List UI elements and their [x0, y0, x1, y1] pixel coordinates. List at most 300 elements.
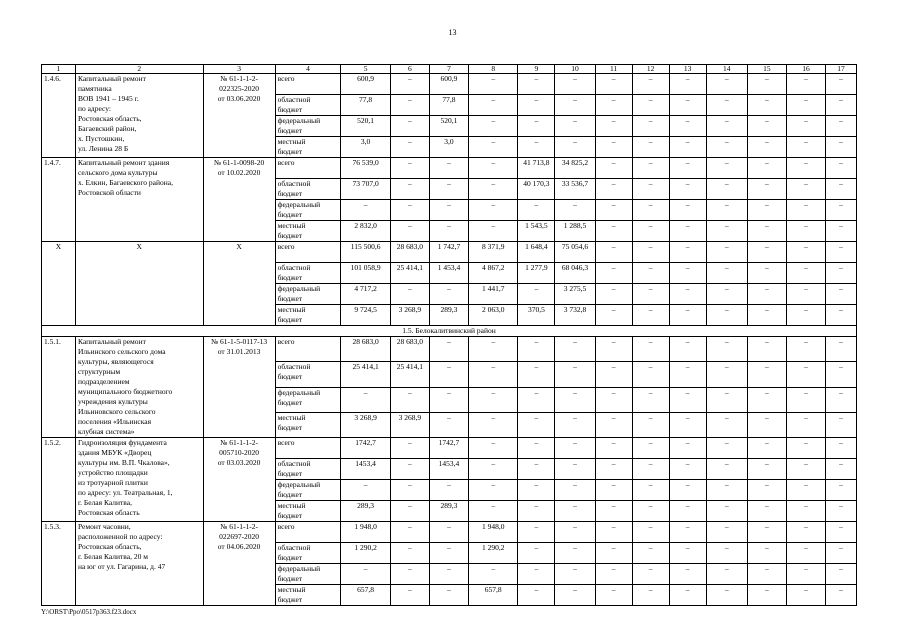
value-cell: 4 867,2 — [469, 263, 518, 284]
object-name-cell: Ремонт часовни, расположенной по адресу: Ростовская область, г. Белая Калитва, 20 м на юг от ул. Гагарина, д. 47 — [75, 522, 203, 606]
value-cell: – — [469, 200, 518, 221]
value-cell: – — [390, 438, 429, 459]
value-cell: – — [595, 585, 632, 606]
value-cell: – — [786, 200, 825, 221]
value-cell: – — [747, 337, 786, 362]
value-cell: – — [747, 263, 786, 284]
value-cell: – — [632, 158, 669, 179]
value-cell: 28 683,0 — [390, 242, 429, 263]
value-cell: – — [632, 501, 669, 522]
budget-table — [41, 64, 857, 606]
value-cell: 3 268,9 — [341, 412, 390, 437]
value-cell: – — [786, 284, 825, 305]
value-cell: – — [786, 221, 825, 242]
value-cell: – — [555, 522, 595, 543]
funding-source-cell: всего — [275, 522, 341, 543]
item-number-cell: 1.4.7. — [42, 158, 76, 242]
value-cell: – — [595, 179, 632, 200]
value-cell: – — [429, 158, 468, 179]
value-cell: – — [429, 585, 468, 606]
value-cell: – — [706, 137, 747, 158]
value-cell: – — [390, 585, 429, 606]
value-cell: – — [469, 158, 518, 179]
value-cell: – — [632, 221, 669, 242]
value-cell: – — [518, 200, 555, 221]
value-cell: – — [595, 480, 632, 501]
value-cell: – — [595, 459, 632, 480]
value-cell: – — [632, 564, 669, 585]
value-cell: – — [825, 158, 856, 179]
value-cell: – — [469, 387, 518, 412]
value-cell: – — [555, 412, 595, 437]
value-cell: – — [786, 387, 825, 412]
value-cell: – — [706, 200, 747, 221]
value-cell: – — [341, 564, 390, 585]
value-cell: 289,3 — [429, 305, 468, 326]
value-cell: – — [595, 564, 632, 585]
value-cell: – — [632, 284, 669, 305]
value-cell: – — [595, 412, 632, 437]
value-cell: 289,3 — [429, 501, 468, 522]
value-cell: – — [469, 116, 518, 137]
value-cell: – — [669, 200, 706, 221]
value-cell: 1 290,2 — [341, 543, 390, 564]
value-cell: – — [390, 200, 429, 221]
value-cell: – — [747, 543, 786, 564]
value-cell: – — [595, 284, 632, 305]
value-cell: – — [595, 158, 632, 179]
value-cell: – — [429, 337, 468, 362]
value-cell: – — [595, 242, 632, 263]
value-cell: – — [706, 305, 747, 326]
value-cell: – — [518, 585, 555, 606]
value-cell: – — [555, 564, 595, 585]
funding-source-cell: всего — [275, 158, 341, 179]
value-cell: – — [825, 221, 856, 242]
value-cell: – — [632, 387, 669, 412]
value-cell: – — [555, 74, 595, 95]
value-cell: – — [706, 564, 747, 585]
object-name-cell: Х — [75, 242, 203, 326]
page-number: 13 — [448, 28, 457, 37]
value-cell: – — [390, 221, 429, 242]
value-cell: – — [786, 412, 825, 437]
column-number-cell: 16 — [786, 65, 825, 74]
funding-source-cell: федеральный бюджет — [275, 200, 341, 221]
value-cell: 68 046,3 — [555, 263, 595, 284]
value-cell: – — [469, 438, 518, 459]
column-number-cell: 14 — [706, 65, 747, 74]
value-cell: – — [669, 74, 706, 95]
value-cell: – — [555, 480, 595, 501]
value-cell: – — [429, 362, 468, 387]
value-cell: 73 707,0 — [341, 179, 390, 200]
value-cell: – — [518, 438, 555, 459]
value-cell: 1 948,0 — [469, 522, 518, 543]
funding-source-cell: всего — [275, 337, 341, 362]
value-cell: – — [429, 480, 468, 501]
value-cell: – — [429, 564, 468, 585]
item-number-cell: 1.5.2. — [42, 438, 76, 522]
value-cell: – — [825, 179, 856, 200]
column-number-row — [42, 65, 857, 74]
value-cell: – — [632, 242, 669, 263]
value-cell: 370,5 — [518, 305, 555, 326]
value-cell: – — [390, 564, 429, 585]
value-cell: – — [341, 387, 390, 412]
value-cell: – — [825, 137, 856, 158]
value-cell: 8 371,9 — [469, 242, 518, 263]
funding-source-cell: местный бюджет — [275, 585, 341, 606]
value-cell: – — [390, 116, 429, 137]
value-cell: 40 170,3 — [518, 179, 555, 200]
value-cell: – — [632, 480, 669, 501]
value-cell: – — [786, 438, 825, 459]
value-cell: – — [786, 522, 825, 543]
value-cell: – — [518, 480, 555, 501]
value-cell: – — [632, 95, 669, 116]
item-number-cell: Х — [42, 242, 76, 326]
value-cell: – — [825, 74, 856, 95]
value-cell: – — [706, 480, 747, 501]
object-name-cell: Капитальный ремонт здания сельского дома культуры х. Елкин, Багаевского района, Ростовской области — [75, 158, 203, 242]
value-cell: – — [469, 480, 518, 501]
value-cell: – — [390, 543, 429, 564]
value-cell: – — [706, 585, 747, 606]
value-cell: 3 275,5 — [555, 284, 595, 305]
value-cell: – — [632, 74, 669, 95]
funding-source-cell: местный бюджет — [275, 305, 341, 326]
value-cell: – — [390, 480, 429, 501]
value-cell: – — [595, 116, 632, 137]
value-cell: – — [669, 221, 706, 242]
value-cell: – — [786, 242, 825, 263]
value-cell: – — [747, 480, 786, 501]
document-number-cell: № 61-1-5-0117-13 от 31.01.2013 — [203, 337, 275, 438]
value-cell: 1 288,5 — [555, 221, 595, 242]
value-cell: – — [825, 242, 856, 263]
value-cell: – — [786, 501, 825, 522]
value-cell: – — [825, 263, 856, 284]
value-cell: – — [469, 179, 518, 200]
value-cell: 3,0 — [429, 137, 468, 158]
value-cell: 33 536,7 — [555, 179, 595, 200]
value-cell: – — [706, 158, 747, 179]
value-cell: 25 414,1 — [390, 263, 429, 284]
value-cell: – — [469, 412, 518, 437]
value-cell: – — [469, 95, 518, 116]
section-row — [42, 326, 857, 337]
value-cell: – — [825, 522, 856, 543]
column-number-cell: 10 — [555, 65, 595, 74]
document-number-cell: № 61-1-1-2- 005710-2020 от 03.03.2020 — [203, 438, 275, 522]
value-cell: – — [786, 179, 825, 200]
value-cell: – — [595, 74, 632, 95]
value-cell: – — [706, 543, 747, 564]
table-row — [42, 158, 857, 179]
value-cell: 2 063,0 — [469, 305, 518, 326]
value-cell: – — [706, 459, 747, 480]
value-cell: – — [595, 362, 632, 387]
value-cell: – — [706, 284, 747, 305]
value-cell: 1742,7 — [429, 438, 468, 459]
value-cell: – — [632, 137, 669, 158]
column-number-cell: 17 — [825, 65, 856, 74]
value-cell: 1 441,7 — [469, 284, 518, 305]
value-cell: 1 453,4 — [429, 263, 468, 284]
item-number-cell: 1.5.3. — [42, 522, 76, 606]
value-cell: – — [518, 95, 555, 116]
value-cell: – — [706, 263, 747, 284]
funding-source-cell: местный бюджет — [275, 412, 341, 437]
value-cell: – — [595, 263, 632, 284]
value-cell: – — [632, 543, 669, 564]
value-cell: – — [518, 387, 555, 412]
value-cell: – — [747, 362, 786, 387]
value-cell: 600,9 — [429, 74, 468, 95]
value-cell: – — [825, 200, 856, 221]
value-cell: – — [706, 116, 747, 137]
value-cell: – — [469, 221, 518, 242]
value-cell: – — [555, 116, 595, 137]
value-cell: – — [390, 522, 429, 543]
value-cell: 101 058,9 — [341, 263, 390, 284]
value-cell: 1 277,9 — [518, 263, 555, 284]
funding-source-cell: всего — [275, 438, 341, 459]
value-cell: – — [669, 387, 706, 412]
value-cell: – — [555, 362, 595, 387]
value-cell: – — [390, 459, 429, 480]
value-cell: – — [518, 564, 555, 585]
value-cell: – — [747, 74, 786, 95]
value-cell: – — [825, 480, 856, 501]
document-number-cell: № 61-1-0098-20 от 10.02.2020 — [203, 158, 275, 242]
value-cell: 289,3 — [341, 501, 390, 522]
value-cell: – — [706, 387, 747, 412]
value-cell: – — [825, 459, 856, 480]
value-cell: – — [632, 179, 669, 200]
value-cell: – — [669, 522, 706, 543]
value-cell: – — [518, 459, 555, 480]
document-number-cell: № 61-1-1-2- 022697-2020 от 04.06.2020 — [203, 522, 275, 606]
value-cell: – — [518, 522, 555, 543]
value-cell: 3 268,9 — [390, 305, 429, 326]
value-cell: – — [555, 387, 595, 412]
value-cell: 1453,4 — [341, 459, 390, 480]
value-cell: 520,1 — [341, 116, 390, 137]
value-cell: – — [632, 305, 669, 326]
value-cell: – — [747, 242, 786, 263]
value-cell: – — [555, 137, 595, 158]
value-cell: – — [786, 362, 825, 387]
value-cell: – — [469, 459, 518, 480]
value-cell: 657,8 — [341, 585, 390, 606]
value-cell: – — [706, 74, 747, 95]
value-cell: 1 290,2 — [469, 543, 518, 564]
value-cell: – — [825, 438, 856, 459]
value-cell: – — [390, 284, 429, 305]
value-cell: 25 414,1 — [341, 362, 390, 387]
funding-source-cell: федеральный бюджет — [275, 387, 341, 412]
value-cell: – — [429, 522, 468, 543]
value-cell: – — [390, 179, 429, 200]
table-row — [42, 337, 857, 362]
value-cell: – — [341, 200, 390, 221]
value-cell: – — [429, 221, 468, 242]
funding-source-cell: областной бюджет — [275, 95, 341, 116]
value-cell: – — [825, 585, 856, 606]
value-cell: – — [825, 564, 856, 585]
value-cell: – — [786, 585, 825, 606]
funding-source-cell: областной бюджет — [275, 263, 341, 284]
value-cell: – — [706, 522, 747, 543]
value-cell: – — [518, 137, 555, 158]
value-cell: – — [669, 158, 706, 179]
value-cell: – — [469, 137, 518, 158]
value-cell: – — [825, 362, 856, 387]
value-cell: – — [632, 522, 669, 543]
value-cell: – — [747, 158, 786, 179]
value-cell: – — [632, 412, 669, 437]
value-cell: – — [595, 137, 632, 158]
value-cell: 76 539,0 — [341, 158, 390, 179]
value-cell: – — [786, 116, 825, 137]
value-cell: – — [518, 412, 555, 437]
value-cell: – — [595, 501, 632, 522]
value-cell: – — [786, 459, 825, 480]
value-cell: – — [747, 305, 786, 326]
funding-source-cell: областной бюджет — [275, 459, 341, 480]
column-number-cell: 4 — [275, 65, 341, 74]
value-cell: 3,0 — [341, 137, 390, 158]
funding-source-cell: федеральный бюджет — [275, 564, 341, 585]
value-cell: – — [706, 337, 747, 362]
value-cell: – — [518, 362, 555, 387]
value-cell: – — [632, 116, 669, 137]
column-number-cell: 5 — [341, 65, 390, 74]
value-cell: – — [632, 337, 669, 362]
value-cell: – — [747, 221, 786, 242]
value-cell: 77,8 — [429, 95, 468, 116]
value-cell: 28 683,0 — [341, 337, 390, 362]
column-number-cell: 9 — [518, 65, 555, 74]
value-cell: – — [706, 242, 747, 263]
value-cell: – — [518, 501, 555, 522]
value-cell: – — [518, 284, 555, 305]
value-cell: – — [825, 501, 856, 522]
value-cell: – — [469, 564, 518, 585]
value-cell: – — [706, 412, 747, 437]
value-cell: – — [825, 387, 856, 412]
document-number-cell: № 61-1-1-2- 022325-2020 от 03.06.2020 — [203, 74, 275, 158]
value-cell: 41 713,8 — [518, 158, 555, 179]
value-cell: – — [595, 337, 632, 362]
value-cell: – — [786, 564, 825, 585]
value-cell: – — [669, 362, 706, 387]
table-row — [42, 438, 857, 459]
value-cell: – — [390, 501, 429, 522]
funding-source-cell: всего — [275, 242, 341, 263]
value-cell: – — [595, 522, 632, 543]
value-cell: – — [669, 438, 706, 459]
value-cell: 1 543,5 — [518, 221, 555, 242]
value-cell: – — [632, 438, 669, 459]
value-cell: – — [747, 438, 786, 459]
value-cell: – — [555, 200, 595, 221]
value-cell: – — [555, 585, 595, 606]
value-cell: – — [825, 284, 856, 305]
value-cell: – — [595, 438, 632, 459]
object-name-cell: Капитальный ремонт Ильинского сельского дома культуры, являющегося структурным подразделением муниципального бюджетного учреждения культуры Ильиновского сельского поселения «Ильинская клубная система» — [75, 337, 203, 438]
table-row — [42, 74, 857, 95]
column-number-cell: 3 — [203, 65, 275, 74]
value-cell: – — [825, 543, 856, 564]
column-number-cell: 6 — [390, 65, 429, 74]
funding-source-cell: местный бюджет — [275, 501, 341, 522]
value-cell: – — [429, 387, 468, 412]
value-cell: – — [669, 95, 706, 116]
value-cell: – — [429, 200, 468, 221]
value-cell: – — [632, 362, 669, 387]
value-cell: 1 742,7 — [429, 242, 468, 263]
value-cell: – — [429, 284, 468, 305]
value-cell: – — [469, 501, 518, 522]
value-cell: – — [632, 200, 669, 221]
value-cell: – — [429, 543, 468, 564]
value-cell: 1742,7 — [341, 438, 390, 459]
value-cell: – — [518, 337, 555, 362]
value-cell: 9 724,5 — [341, 305, 390, 326]
table-row — [42, 522, 857, 543]
value-cell: 115 500,6 — [341, 242, 390, 263]
value-cell: – — [669, 116, 706, 137]
value-cell: – — [390, 387, 429, 412]
value-cell: – — [555, 95, 595, 116]
value-cell: – — [390, 137, 429, 158]
value-cell: – — [747, 387, 786, 412]
value-cell: – — [518, 74, 555, 95]
value-cell: – — [669, 337, 706, 362]
value-cell: – — [706, 95, 747, 116]
value-cell: – — [706, 501, 747, 522]
funding-source-cell: областной бюджет — [275, 179, 341, 200]
value-cell: – — [555, 501, 595, 522]
value-cell: – — [825, 305, 856, 326]
value-cell: – — [429, 412, 468, 437]
column-number-cell: 13 — [669, 65, 706, 74]
value-cell: – — [747, 137, 786, 158]
value-cell: – — [469, 74, 518, 95]
value-cell: – — [669, 459, 706, 480]
value-cell: – — [669, 543, 706, 564]
value-cell: – — [786, 74, 825, 95]
value-cell: – — [669, 585, 706, 606]
column-number-cell: 11 — [595, 65, 632, 74]
value-cell: – — [669, 137, 706, 158]
value-cell: – — [747, 116, 786, 137]
value-cell: – — [786, 543, 825, 564]
column-number-cell: 1 — [42, 65, 76, 74]
value-cell: – — [632, 585, 669, 606]
column-number-cell: 12 — [632, 65, 669, 74]
value-cell: 28 683,0 — [390, 337, 429, 362]
value-cell: – — [786, 137, 825, 158]
value-cell: 1453,4 — [429, 459, 468, 480]
value-cell: 600,9 — [341, 74, 390, 95]
value-cell: 34 825,2 — [555, 158, 595, 179]
value-cell: – — [786, 158, 825, 179]
value-cell: 1 948,0 — [341, 522, 390, 543]
